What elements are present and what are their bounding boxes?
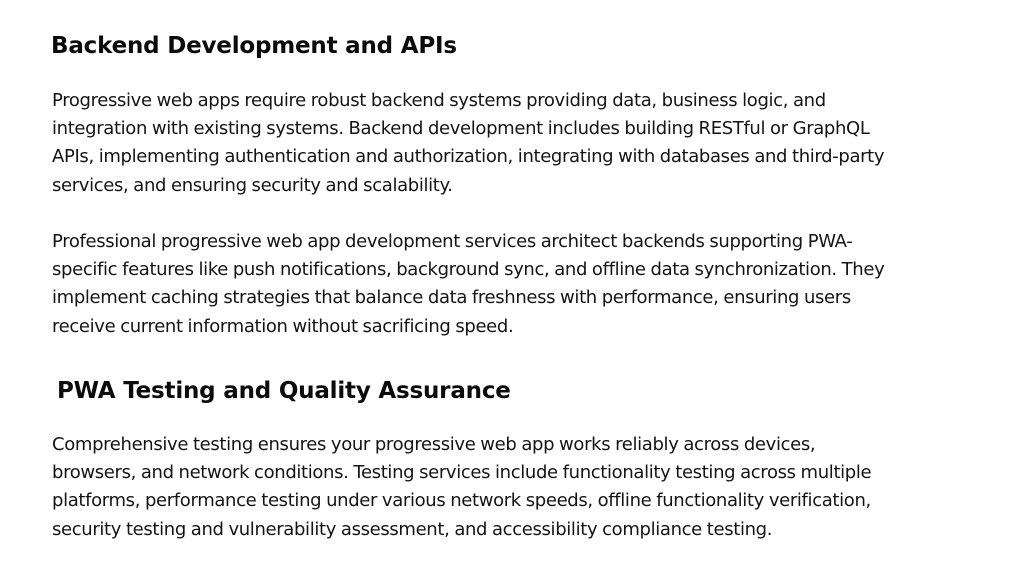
paragraph-line: APIs, implementing authentication and authorization, integrating with databases and third-party [52,146,885,168]
paragraph-line: implement caching strategies that balance data freshness with performance, ensuring users [52,287,851,309]
paragraph-testing-intro [52,431,977,544]
section-heading-backend: Backend Development and APIs [51,33,457,59]
section-heading-testing: PWA Testing and Quality Assurance [57,378,511,404]
paragraph-line: platforms, performance testing under various network speeds, offline functionality verification, [52,490,871,512]
paragraph-line: Comprehensive testing ensures your progressive web app works reliably across devices, [52,434,816,455]
paragraph-line: specific features like push notifications, background sync, and offline data synchronization. They [52,259,885,281]
paragraph-backend-services [52,228,977,341]
paragraph-line: Progressive web apps require robust backend systems providing data, business logic, and [52,90,826,111]
paragraph-line: browsers, and network conditions. Testing services include functionality testing across multiple [52,462,872,484]
paragraph-line: receive current information without sacrificing speed. [52,315,514,337]
paragraph-backend-intro [52,87,977,200]
paragraph-line: services, and ensuring security and scalability. [52,174,453,196]
paragraph-line: Professional progressive web app development services architect backends supporting PWA- [52,231,853,252]
paragraph-line: security testing and vulnerability assessment, and accessibility compliance testing. [52,518,773,540]
paragraph-line: integration with existing systems. Backend development includes building RESTful or GraphQL [52,118,870,140]
